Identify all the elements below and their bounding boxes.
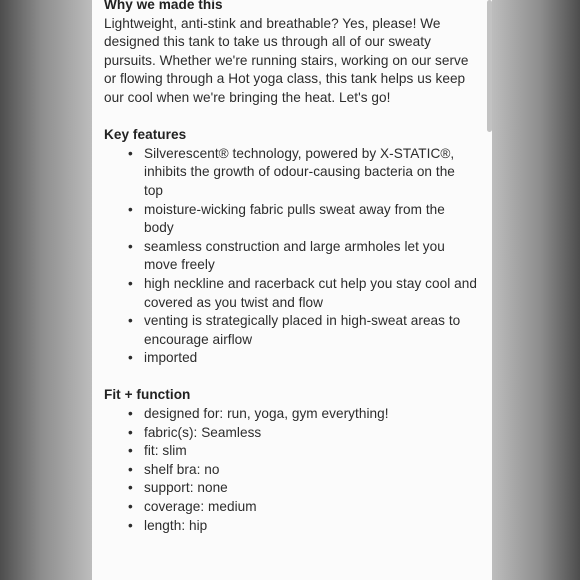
list-item: [128, 517, 488, 536]
list-item-line: imported: [144, 350, 198, 366]
list-item-line: top: [144, 182, 164, 198]
list-item: [128, 238, 488, 275]
list-item-line: length: hip: [144, 517, 208, 533]
list-item-line: inhibits the growth of odour-causing bacteria on the: [144, 164, 455, 180]
why-line: or flowing through a Hot yoga class, this tank helps us keep: [104, 71, 466, 87]
bullet: •: [128, 350, 133, 366]
list-item-line: covered as you twist and flow: [144, 294, 324, 310]
list-item-line: high neckline and racerback cut help you stay cool and: [144, 275, 477, 291]
fit-function-list: [104, 405, 488, 535]
fit-function-heading: Fit + function: [104, 387, 191, 403]
section-gap: [104, 368, 488, 387]
list-item-line: seamless construction and large armholes let you: [144, 238, 445, 254]
product-details: [104, 0, 488, 535]
bullet: •: [128, 480, 133, 496]
list-item-line: support: none: [144, 480, 228, 496]
left-background-panel: [0, 0, 92, 580]
bullet: •: [128, 313, 133, 329]
why-line: designed this tank to take us through all of our sweaty: [104, 34, 431, 50]
list-item-line: Silverescent® technology, powered by X-STATIC®,: [144, 145, 455, 161]
why-line: Lightweight, anti-stink and breathable? Yes, please! We: [104, 15, 441, 31]
right-background-panel: [492, 0, 580, 580]
list-item-line: fit: slim: [144, 443, 187, 459]
bullet: •: [128, 275, 133, 291]
bullet: •: [128, 406, 133, 422]
list-item: [128, 275, 488, 312]
key-features-list: [104, 145, 488, 368]
section-gap: [104, 108, 488, 127]
bullet: •: [128, 443, 133, 459]
list-item: [128, 498, 488, 517]
list-item-line: venting is strategically placed in high-sweat areas to: [144, 313, 461, 329]
why-line: our cool when we're bringing the heat. Let's go!: [104, 89, 391, 105]
bullet: •: [128, 145, 133, 161]
list-item-line: designed for: run, yoga, gym everything!: [144, 406, 389, 422]
list-item: [128, 145, 488, 201]
list-item: [128, 479, 488, 498]
key-features-heading: Key features: [104, 127, 187, 143]
list-item: [128, 405, 488, 424]
bullet: •: [128, 238, 133, 254]
list-item-line: fabric(s): Seamless: [144, 424, 262, 440]
bullet: •: [128, 499, 133, 515]
bullet: •: [128, 201, 133, 217]
why-line: pursuits. Whether we're running stairs, working on our serve: [104, 52, 469, 68]
bullet: •: [128, 517, 133, 533]
list-item: [128, 312, 488, 349]
bullet: •: [128, 424, 133, 440]
why-heading: Why we made this: [104, 0, 223, 12]
list-item-line: move freely: [144, 257, 215, 273]
list-item-line: moisture-wicking fabric pulls sweat away from the: [144, 201, 445, 217]
list-item: [128, 461, 488, 480]
list-item-line: encourage airflow: [144, 331, 253, 347]
list-item-line: shelf bra: no: [144, 461, 220, 477]
list-item: [128, 349, 488, 368]
list-item: [128, 424, 488, 443]
bullet: •: [128, 461, 133, 477]
why-paragraph: [104, 15, 488, 108]
list-item: [128, 201, 488, 238]
list-item-line: body: [144, 220, 174, 236]
list-item: [128, 442, 488, 461]
list-item-line: coverage: medium: [144, 499, 257, 515]
